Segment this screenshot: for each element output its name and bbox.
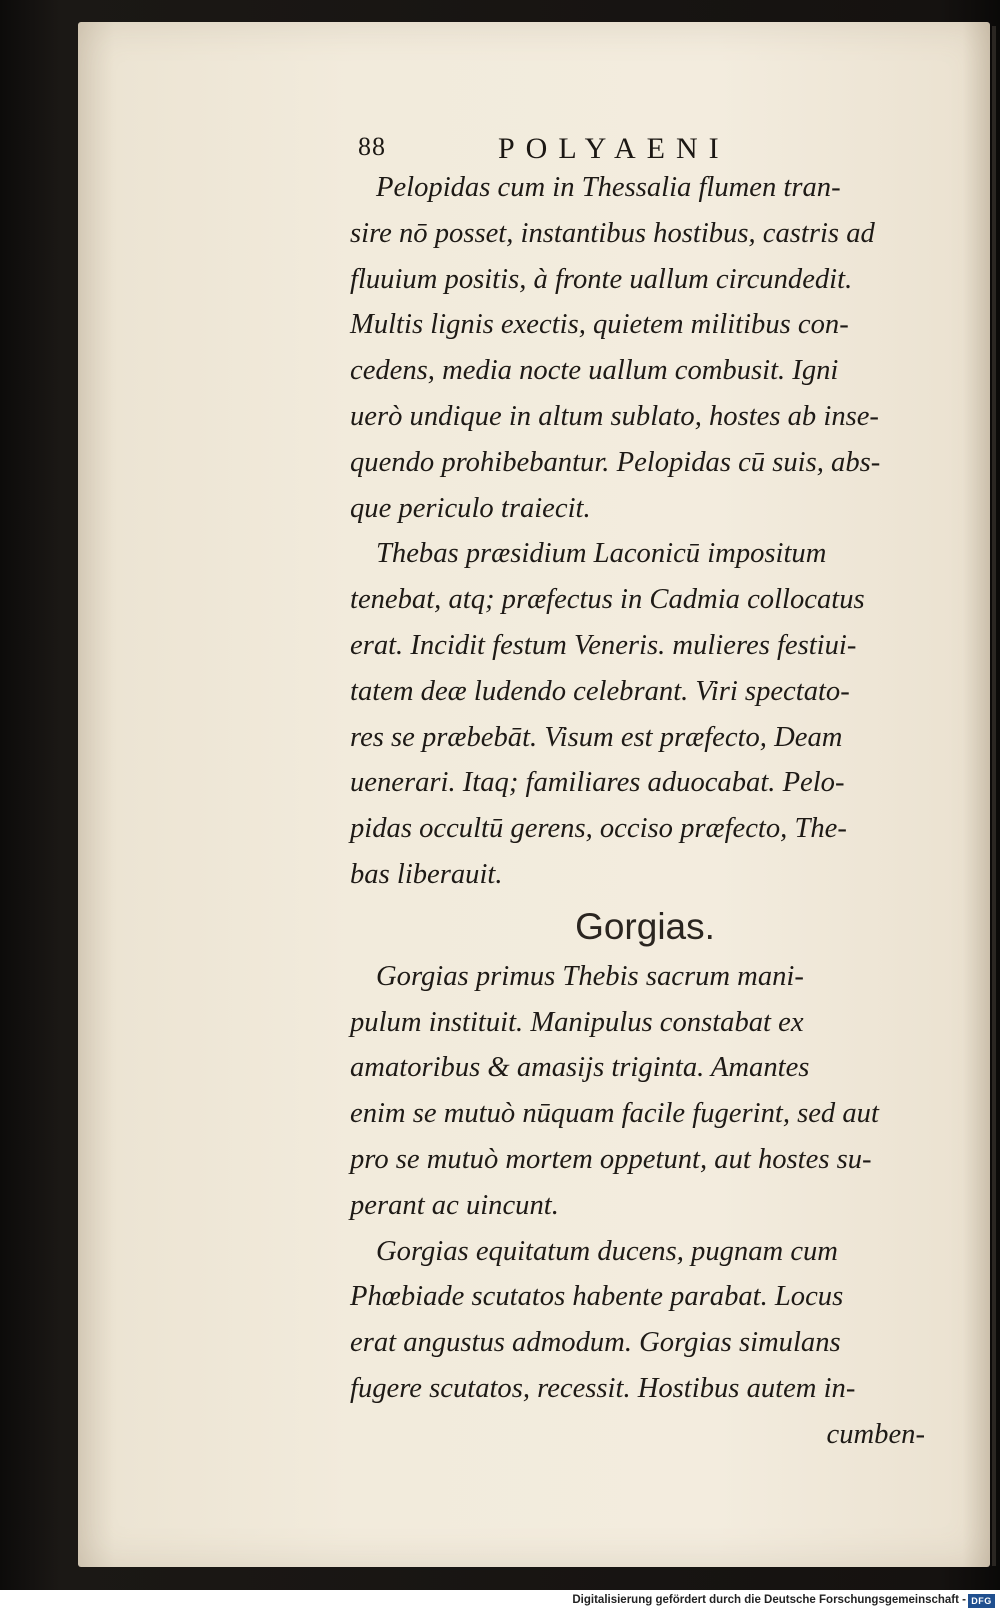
digitization-footer (0, 1590, 1000, 1613)
page-number: 88 (358, 132, 386, 161)
section-heading: Gorgias. (575, 905, 715, 947)
text-line: sire nō posset, instantibus hostibus, castris ad (350, 217, 875, 249)
text-line: fugere scutatos, recessit. Hostibus autem in- (350, 1372, 856, 1404)
text-line: Thebas præsidium Laconicū impositum (376, 538, 827, 570)
text-line: pro se mutuò mortem oppetunt, aut hostes su- (350, 1143, 872, 1175)
body-text (350, 165, 935, 1458)
text-line: quendo prohibebantur. Pelopidas cū suis, abs- (350, 446, 881, 478)
text-line: pulum instituit. Manipulus constabat ex (350, 1006, 804, 1038)
text-line: res se præbebāt. Visum est præfecto, Deam (350, 721, 843, 753)
text-line: tenebat, atq; præfectus in Cadmia collocatus (350, 584, 865, 616)
text-line: fluuium positis, à fronte uallum circundedit. (350, 263, 853, 295)
dfg-logo: DFG (968, 1594, 995, 1608)
catchword: cumben- (826, 1418, 925, 1450)
text-line: Phœbiade scutatos habente parabat. Locus (350, 1281, 844, 1313)
text-line: Gorgias equitatum ducens, pugnam cum (376, 1235, 838, 1267)
funding-credit: Digitalisierung gefördert durch die Deutsche Forschungsgemeinschaft - (572, 1594, 966, 1606)
text-line: Pelopidas cum in Thessalia flumen tran- (376, 172, 841, 203)
text-line: que periculo traiecit. (350, 492, 591, 524)
text-line: Gorgias primus Thebis sacrum mani- (376, 960, 804, 992)
text-line: amatoribus & amasijs triginta. Amantes (350, 1052, 810, 1084)
text-line: erat. Incidit festum Veneris. mulieres festiui- (350, 629, 857, 661)
text-line: tatem deæ ludendo celebrant. Viri spectato- (350, 675, 850, 707)
text-line: pidas occultū gerens, occiso præfecto, The- (350, 813, 847, 845)
text-line: perant ac uincunt. (350, 1189, 559, 1221)
text-line: cedens, media nocte uallum combusit. Igni (350, 355, 839, 387)
page-edge (992, 26, 996, 1566)
text-line: uerò undique in altum sublato, hostes ab inse- (350, 400, 879, 432)
text-line: Multis lignis exectis, quietem militibus con- (350, 309, 849, 341)
text-line: enim se mutuò nūquam facile fugerint, sed aut (350, 1098, 879, 1130)
text-line: uenerari. Itaq; familiares aduocabat. Pelo- (350, 767, 845, 799)
text-line: bas liberauit. (350, 858, 503, 890)
text-line: erat angustus admodum. Gorgias simulans (350, 1327, 841, 1359)
running-head: POLYAENI (498, 132, 730, 165)
